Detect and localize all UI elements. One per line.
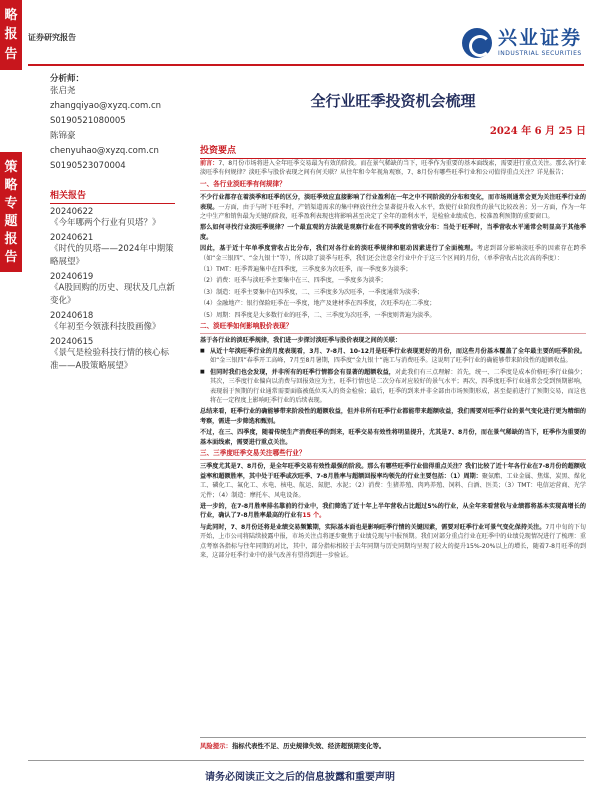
banner-char: 策 [4,159,18,175]
section-heading: 二、淡旺季如何影响股价表现？ [200,322,586,333]
bold-text: 三季度尤其是7、8月份，是全年旺季交易有效性最强的阶段。那么有哪些旺季行业值得重点关注？我们比较了近十年各行业在7-8月份的超额收益率和超额胜率，其中处于旺季或次旺季、7-8月胜率与超额回报率均领先的行业主要包括：（1）周期： [200,463,586,480]
paragraph [200,244,586,263]
paragraph [200,223,586,242]
body-text: 如“金三银四”春季开工高峰，7月至8月暑期，四季度“金九银十”施工与消费旺季。这说明了旺季行业的确能够带来阶段性的超额收益。 [210,357,572,365]
analyst-name: 张启尧 [50,86,76,96]
related-report-date: 20240615 [50,337,94,347]
banner-char: 报 [4,27,18,43]
key-points-heading: 投资要点 [200,143,586,159]
analyst-license: S0190521080005 [50,116,126,126]
list-item: （1）TMT：旺季普遍集中在四季度，三季度多为次旺季，而一季度多为淡季； [200,266,412,274]
related-report-title[interactable]: 《时代的贝塔——2024年中期策略展望》 [50,244,174,267]
company-logo [462,28,582,58]
paragraph [200,523,586,561]
related-report-item[interactable] [50,272,175,308]
bold-text: 但同时我们也会发现，并非所有的旺季行情都会有显著的超额收益， [210,368,395,376]
bold-text: 因此，基于近十年单季度营收占比分布，我们对各行业的淡旺季规律和驱动因素进行了全面梳理。 [200,245,477,253]
bold-text: 基于各行业的淡旺季规律，我们进一步探讨淡旺季与股价表现之间的关联： [200,336,402,344]
related-report-date: 20240622 [50,207,94,217]
banner-char: 专 [4,195,18,211]
sidebar [50,72,175,373]
paragraph [200,407,586,426]
paragraph [200,336,586,345]
report-date: 2024 年 6 月 25 日 [489,126,586,137]
bold-text: 不少行业都存在着淡季和旺季的区分，淡旺季效应直接影响了行业盈利在一年之中不同阶段的分布和变化，而市场则通常会更为关注旺季行业的表现。 [200,194,586,211]
disclaimer-footer: 请务必阅读正文之后的信息披露和重要声明 [205,772,395,783]
paragraph [200,193,586,221]
related-report-date: 20240618 [50,311,94,321]
report-title: 全行业旺季投资机会梳理 [310,92,476,110]
logo-icon [462,28,492,58]
bold-text: 那么如何寻找行业淡旺季规律？一个最直观的方法就是观察行业在不同季度的营收分布：当处于旺季时，当季营收水平通常会明显高于其他季度。 [200,224,586,241]
analyst-email[interactable]: chenyuhao@xyzq.com.cn [50,146,159,156]
body-text: 考虑到部分影响淡旺季的因素存在跨季（如“金三银四”、“金九银十”等），所以除了淡季与旺季，我们还会注意全行业中介于这三个区间的月份，（单季营收占比次高的季度）： [200,245,587,262]
related-report-title[interactable]: 《景气是检验科技行情的核心标准——A股策略展望》 [50,348,170,371]
list-item: （2）消费：旺季与淡旺季主要集中在三、四季度，一季度多为淡季； [200,277,387,285]
related-reports-heading: 相关报告 [50,188,175,204]
banner-char: 告 [4,46,18,62]
banner-char: 题 [4,213,18,229]
bullet-item [200,368,586,406]
banner-char: 报 [4,231,18,247]
bold-text: 进一步的，在7-8月胜率排名靠前的行业中，我们筛选了近十年上半年营收占比超过5%的行业，从全年来看营收与业绩都将基本实现高增长的行业，确认了7-8月胜率最高的行业有 [200,503,586,520]
report-type-banner [0,0,22,70]
bold-text: 与此同时，7、8月份还将是业绩交易频繁期，实际基本面也是影响旺季行情的关键因素，需要对旺季行业可景气变化保持关注。 [200,523,546,531]
analyst-name: 陈锦豪 [50,131,76,141]
section-heading: 一、各行业淡旺季有何规律？ [200,180,586,191]
body-text: 聚氨酯、工业金属、焦煤、炭黑、煤化工、磷化工、氟化工、水电、核电、航运、氮肥、水泥；（2）消费：生猪养殖、肉鸡养殖、饲料、白酒、医美；（3）TMT：电信运营商、光学元件；（4）制造：摩托车、风电设备。 [200,472,587,499]
related-report-date: 20240619 [50,272,94,282]
bullet-item [200,347,586,366]
bold-text: 不过，在三、四季度，随着传统生产消费旺季的到来，旺季交易有效性将明显提升，尤其是7、8月份，而在景气稀缺的当下，旺季作为重要的基本面线索，需要进行重点关注。 [200,429,586,446]
body-text: 一方面，由于与时下旺季时，产销渠道需求的集中释放往往会显著提升收入水平，致使行业阶段性的景气比较改善；另一方面，作为一年之中生产和销售最为关键的阶段，旺季盈利表现也将影响甚至决定了全年的盈利水平，是检验业绩成色、校准盈利预期的重要窗口。 [200,203,587,221]
list-item: （4）金融地产：银行保险旺季在一季度，地产及建材季在四季度，次旺季均在二季度； [200,300,436,308]
paragraph [200,502,586,521]
report-body [200,159,586,562]
intro-text: 7、8月份市场将进入全年旺季交易最为有效的阶段。而在景气稀缺的当下，旺季作为重要的基本面线索，需要进行重点关注。那么各行业淡旺季有何规律？淡旺季与股价表现之间有何关联？从往年和今年视角观察，7、8月份有哪些旺季行业和公司值得重点关注？详见报告； [200,160,586,177]
body-text: 7月中旬的下旬开始，上市公司将陆续披露中报，市场关注点将逐步聚焦于业绩兑现与中报预期。我们对部分重点行业在旺季中的业绩兑现情况进行了梳理：重点考察各指标与往年同期的对比，其中，部分指标相较于去年同期与历史同期均呈现了较大的提升15%-20%以上的增长，随着7-8月旺季的到来，这部分旺季行业中的景气改善有望得到进一步验证。 [200,523,586,560]
bold-text: 从近十年淡旺季行业的月度表现看，3月、7-8月、10-12月是旺季行业表现更好的月份，而这些月份基本覆盖了全年最主要的旺季阶段。 [210,347,586,355]
header-divider [28,64,584,66]
related-report-item[interactable] [50,233,175,269]
related-report-item[interactable] [50,311,175,334]
analyst-heading: 分析师： [50,74,85,84]
related-report-title[interactable]: 《年初至今领涨科技股画像》 [50,322,161,332]
risk-text: 指标代表性不足、历史规律失效、经济超预期变化等。 [231,742,386,750]
banner-char: 略 [4,8,18,24]
intro-lead: 前言： [200,160,219,167]
analyst-license: S0190523070004 [50,161,126,171]
series-label: 证券研究报告 [28,33,76,42]
related-report-title[interactable]: 《今年哪两个行业有贝塔？》 [50,218,161,228]
related-report-title[interactable]: 《A股回购的历史、现状及几点新变化》 [50,283,175,306]
intro-paragraph [200,159,586,178]
list-item: （5）周期：四季度是大多数行业的旺季，二、三季度为次旺季，一季度则普遍为淡季。 [200,311,436,319]
footer-divider [28,760,584,761]
related-report-item[interactable] [50,207,175,230]
highlight-text: 15 个。 [302,512,326,520]
related-report-item[interactable] [50,337,175,373]
risk-lead: 风险提示： [200,742,232,750]
section-heading: 三、三季度旺季交易关注哪些行业？ [200,449,586,460]
risk-warning [200,737,586,750]
report-category-banner [0,152,22,272]
paragraph [200,462,586,500]
logo-name-en: INDUSTRIAL SECURITIES [497,50,582,57]
paragraph [200,428,586,447]
body-text: 对此我们有三点理解：首先，统一、二季度是成本价格旺季行业偏少；其次，三季度行业偏向以消费与回报效应为主，旺季行情也是二次分布对应较好的景气水平；再次，四季度旺季行业通常会受到预期影响，表现弱于预期的行业通常需要面临被低位买入的资金检验；最后，旺季的到来并非全部由市场预期形成，甚至提前进行了预期交易，而这也将在一定程度上影响旺季行业的后续表现。 [210,368,586,404]
related-report-date: 20240621 [50,233,94,243]
analyst-email[interactable]: zhangqiyao@xyzq.com.cn [50,101,162,111]
logo-name: 兴业证券 [497,27,582,49]
list-item: （3）制造：旺季主要集中在四季度，二、三季度多为次旺季，一季度通常为淡季； [200,288,424,296]
bold-text: 总结来看，旺季行业的确能够带来阶段性的超额收益，但并非所有旺季行业都能带来超额收益，我们需要对旺季行业的景气变化进行更为精细的考察，需进一步筛选和甄别。 [200,408,586,425]
banner-char: 略 [4,177,18,193]
banner-char: 告 [4,249,18,265]
